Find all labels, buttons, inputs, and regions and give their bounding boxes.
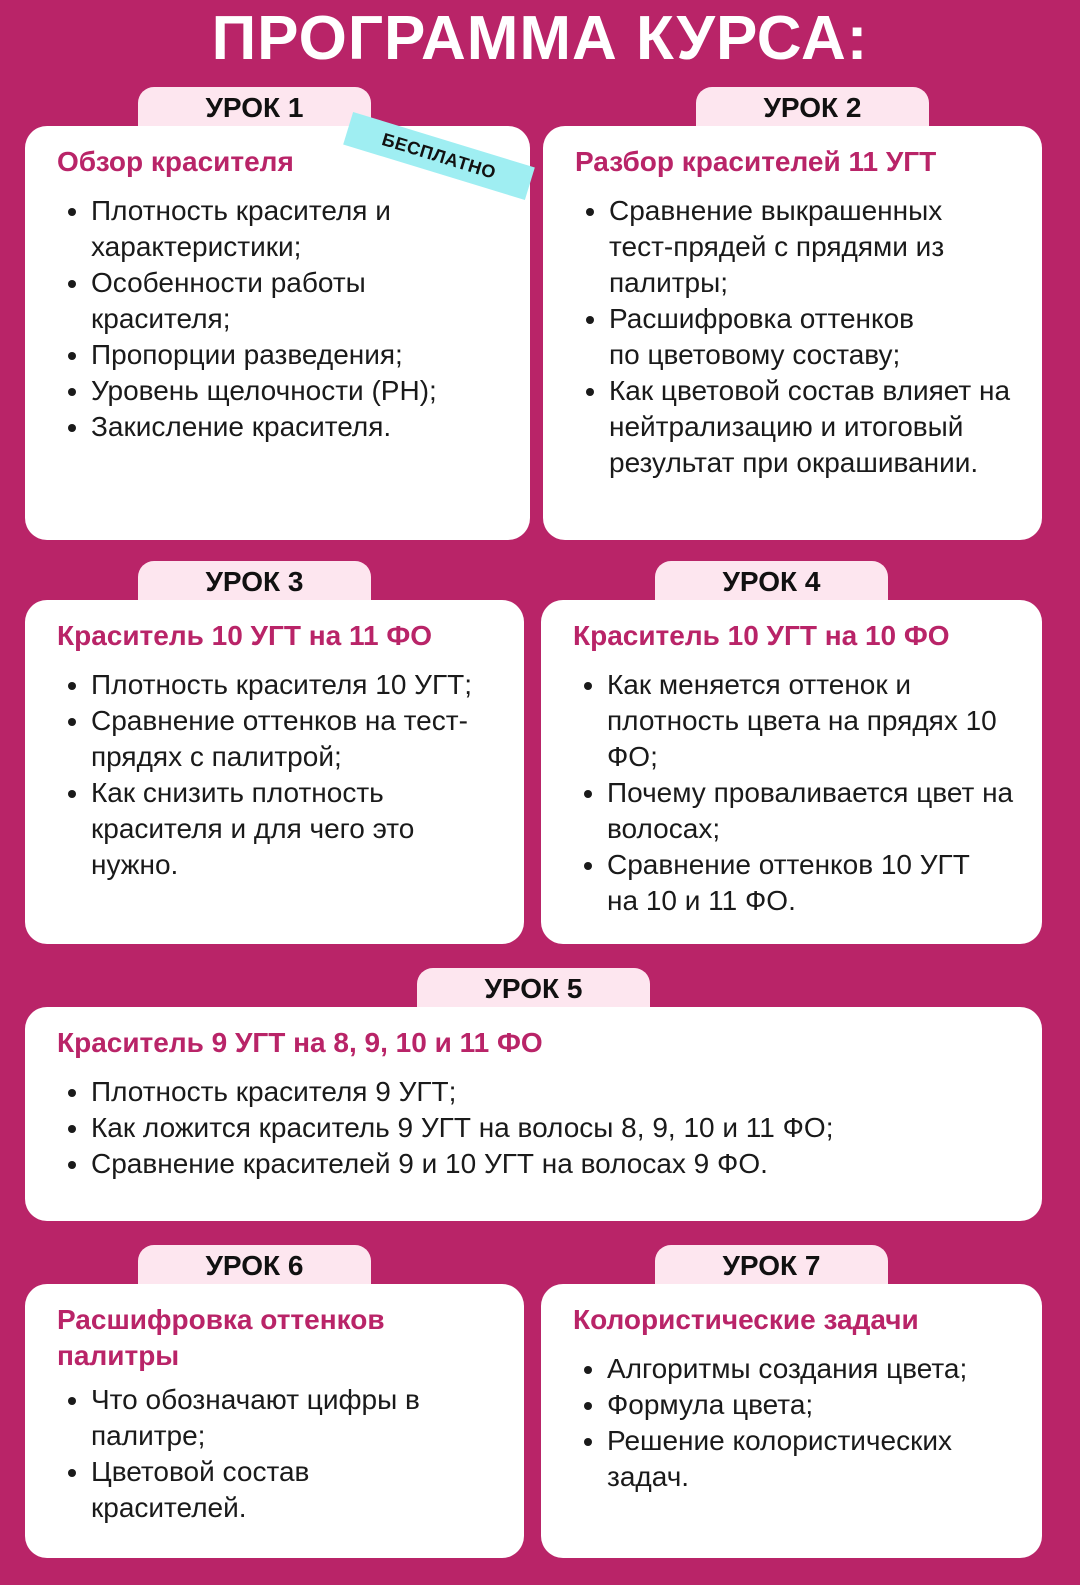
lesson-5-list	[57, 1074, 1022, 1182]
lesson-6-heading: Расшифровка оттенков палитры	[57, 1304, 385, 1371]
lesson-7-heading: Колористические задачи	[573, 1304, 919, 1335]
list-item: • Сравнение выкрашенных тест-прядей с прядями из палитры;	[609, 193, 979, 301]
lesson-4-card	[541, 600, 1042, 944]
lesson-3-heading: Краситель 10 УГТ на 11 ФО	[57, 620, 433, 651]
list-item: • Формула цвета;	[607, 1387, 1022, 1423]
lesson-1-heading: Обзор красителя	[57, 146, 294, 177]
list-item: • Как снизить плотность красителя и для чего это нужно.	[91, 775, 471, 883]
list-item: • Уровень щелочности (PH);	[91, 373, 511, 409]
page-title: ПРОГРАММА КУРСА:	[211, 4, 869, 73]
lesson-4-heading: Краситель 10 УГТ на 10 ФО	[573, 620, 950, 651]
list-item: • Пропорции разведения;	[91, 337, 511, 373]
lesson-5-heading: Краситель 9 УГТ на 8, 9, 10 и 11 ФО	[57, 1027, 543, 1058]
list-item: • Алгоритмы создания цвета;	[607, 1351, 1022, 1387]
lesson-5-card	[25, 1007, 1042, 1221]
list-item: • Сравнение красителей 9 и 10 УГТ на волосах 9 ФО.	[91, 1146, 1022, 1182]
lesson-7-tab: УРОК 7	[655, 1245, 888, 1285]
lesson-3-card	[25, 600, 524, 944]
list-item: • Почему проваливается цвет на волосах;	[607, 775, 1022, 847]
list-item: • Цветовой состав красителей.	[91, 1454, 371, 1526]
lesson-3-tab: УРОК 3	[138, 561, 371, 601]
lesson-4-tab: УРОК 4	[655, 561, 888, 601]
lesson-4-list	[573, 667, 1022, 919]
list-item: • Особенности работы красителя;	[91, 265, 431, 337]
list-item: • Плотность красителя 9 УГТ;	[91, 1074, 1022, 1110]
list-item: • Что обозначают цифры в палитре;	[91, 1382, 441, 1454]
lesson-2-heading: Разбор красителей 11 УГТ	[575, 146, 937, 177]
list-item: • Плотность красителя 10 УГТ;	[91, 667, 504, 703]
list-item: • Как ложится краситель 9 УГТ на волосы 8, 9, 10 и 11 ФО;	[91, 1110, 1022, 1146]
lesson-2-card	[543, 126, 1042, 540]
lesson-7-list	[573, 1351, 1022, 1495]
lesson-2-tab: УРОК 2	[696, 87, 929, 127]
list-item: • Сравнение оттенков 10 УГТ на 10 и 11 ФО.	[607, 847, 1007, 919]
lesson-1-tab: УРОК 1	[138, 87, 371, 127]
lesson-6-card	[25, 1284, 524, 1558]
list-item: • Как меняется оттенок и плотность цвета на прядях 10 ФО;	[607, 667, 1007, 775]
lesson-7-card	[541, 1284, 1042, 1558]
lesson-6-list	[57, 1382, 504, 1526]
free-badge: БЕСПЛАТНО	[343, 112, 535, 200]
lesson-1-card	[25, 126, 530, 540]
lesson-3-list	[57, 667, 504, 883]
list-item: • Как цветовой состав влияет на нейтрализацию и итоговый результат при окрашивании.	[609, 373, 1022, 481]
list-item: • Расшифровка оттенков по цветовому составу;	[609, 301, 949, 373]
list-item: • Решение колористических задач.	[607, 1423, 1007, 1495]
lesson-1-list	[57, 193, 437, 445]
lesson-6-tab: УРОК 6	[138, 1245, 371, 1285]
list-item: • Плотность красителя и характеристики;	[91, 193, 431, 265]
lesson-5-tab: УРОК 5	[417, 968, 650, 1008]
list-item: • Закисление красителя.	[91, 409, 511, 445]
list-item: • Сравнение оттенков на тест-прядях с палитрой;	[91, 703, 491, 775]
lesson-2-list	[575, 193, 1022, 481]
